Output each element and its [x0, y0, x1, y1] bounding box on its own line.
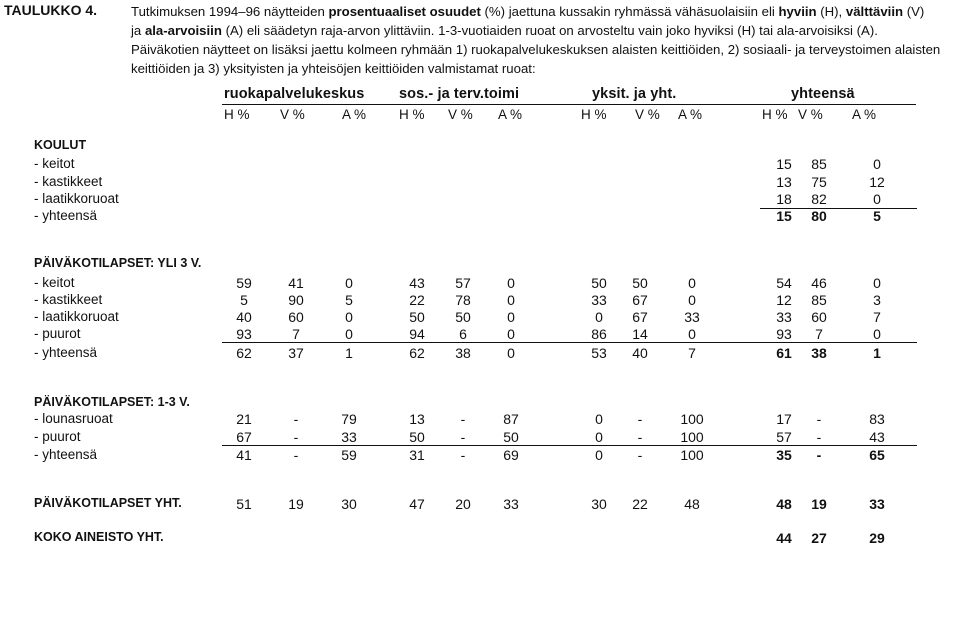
table-cell: 0	[595, 447, 603, 463]
table-cell: 13	[409, 411, 425, 427]
table-cell: -	[460, 447, 466, 463]
table-cell: 0	[345, 309, 353, 325]
table-cell: 93	[236, 326, 252, 342]
table-cell: 0	[507, 309, 515, 325]
group-header-yksit-yht: yksit. ja yht.	[592, 86, 677, 102]
summary-title: PÄIVÄKOTILAPSET YHT.	[34, 496, 182, 510]
table-cell: 57	[776, 429, 792, 445]
table-cell: 50	[632, 275, 648, 291]
table-cell: 67	[236, 429, 252, 445]
row-label: - yhteensä	[34, 208, 98, 223]
table-cell: 38	[455, 345, 471, 361]
table-cell: 12	[869, 174, 885, 190]
table-cell: 75	[811, 174, 827, 190]
table-cell: 43	[409, 275, 425, 291]
table-cell: 80	[811, 208, 827, 224]
caption-line-2: ja ala-arvoisiin (A) eli säädetyn raja-arvon ylittäviin. 1-3-vuotiaiden ruoat on arvosteltu vain joko hyviksi (H) tai ala-arvoisiksi (A).	[131, 23, 878, 38]
table-cell: 50	[409, 429, 425, 445]
row-label: - yhteensä	[34, 345, 98, 360]
table-cell: 33	[503, 496, 519, 512]
table-cell: 7	[873, 309, 881, 325]
table-cell: 12	[776, 292, 792, 308]
subheader-cell: A %	[342, 107, 367, 122]
table-cell: -	[816, 447, 822, 463]
table-cell: -	[293, 447, 299, 463]
row-label: - keitot	[34, 275, 75, 290]
table-cell: 0	[345, 326, 353, 342]
group-header-yhteensa: yhteensä	[791, 86, 855, 102]
table-cell: 31	[409, 447, 425, 463]
table-cell: 5	[873, 208, 881, 224]
table-cell: 15	[776, 156, 792, 172]
table-cell: 0	[873, 156, 881, 172]
table-cell: -	[460, 411, 466, 427]
section-title: PÄIVÄKOTILAPSET: 1-3 V.	[34, 395, 190, 409]
subheader-cell: V %	[280, 107, 305, 122]
subheader-cell: H %	[399, 107, 425, 122]
table-cell: 0	[507, 292, 515, 308]
table-cell: 40	[632, 345, 648, 361]
table-cell: 41	[288, 275, 304, 291]
row-label: - lounasruoat	[34, 411, 113, 426]
table-cell: 100	[680, 411, 704, 427]
table-cell: 0	[688, 275, 696, 291]
table-cell: 48	[776, 496, 792, 512]
table-cell: 13	[776, 174, 792, 190]
row-label: - kastikkeet	[34, 174, 103, 189]
table-cell: 33	[341, 429, 357, 445]
table-cell: 100	[680, 447, 704, 463]
table-cell: 50	[591, 275, 607, 291]
table-cell: 69	[503, 447, 519, 463]
table-cell: 0	[595, 411, 603, 427]
table-cell: 59	[341, 447, 357, 463]
table-cell: 86	[591, 326, 607, 342]
table-cell: 100	[680, 429, 704, 445]
table-cell: 40	[236, 309, 252, 325]
table-cell: 0	[345, 275, 353, 291]
total-rule	[222, 342, 917, 343]
table-cell: 0	[873, 326, 881, 342]
subheader-cell: H %	[224, 107, 250, 122]
table-cell: 0	[507, 345, 515, 361]
table-cell: 27	[811, 530, 827, 546]
subheader-cell: V %	[798, 107, 823, 122]
table-cell: 30	[341, 496, 357, 512]
table-cell: 0	[688, 292, 696, 308]
table-cell: 33	[684, 309, 700, 325]
table-cell: 22	[409, 292, 425, 308]
subheader-cell: V %	[448, 107, 473, 122]
table-cell: 50	[409, 309, 425, 325]
table-cell: 85	[811, 156, 827, 172]
table-cell: -	[637, 429, 643, 445]
table-cell: 35	[776, 447, 792, 463]
table-cell: 5	[345, 292, 353, 308]
subheader-cell: A %	[852, 107, 877, 122]
summary-title: KOKO AINEISTO YHT.	[34, 530, 164, 544]
table-cell: -	[816, 411, 822, 427]
table-cell: 53	[591, 345, 607, 361]
table-caption	[131, 2, 957, 78]
table-cell: 33	[591, 292, 607, 308]
table-cell: 43	[869, 429, 885, 445]
table-cell: -	[637, 447, 643, 463]
table-cell: -	[293, 429, 299, 445]
table-cell: 60	[288, 309, 304, 325]
table-cell: 50	[455, 309, 471, 325]
table-cell: 21	[236, 411, 252, 427]
table-cell: 61	[776, 345, 792, 361]
table-cell: 3	[873, 292, 881, 308]
table-cell: 67	[632, 309, 648, 325]
subheader-cell: V %	[635, 107, 660, 122]
section-title: KOULUT	[34, 138, 87, 152]
row-label: - keitot	[34, 156, 75, 171]
table-cell: 37	[288, 345, 304, 361]
table-cell: 17	[776, 411, 792, 427]
caption-line-3: Päiväkotien näytteet on lisäksi jaettu kolmeen ryhmään 1) ruokapalvelukeskuksen alaisten keittiöiden, 2) sosiaali- ja terveystoimen alaisten keittiöiden ja 3) yksityisten ja yhteisöjen keittiöiden valmistamat ruoat:	[131, 42, 941, 76]
subheader-cell: H %	[581, 107, 607, 122]
table-cell: 1	[345, 345, 353, 361]
table-cell: 65	[869, 447, 885, 463]
row-label: - puurot	[34, 429, 81, 444]
table-cell: 54	[776, 275, 792, 291]
table-cell: 83	[869, 411, 885, 427]
table-cell: 0	[873, 275, 881, 291]
table-cell: 29	[869, 530, 885, 546]
table-cell: 50	[503, 429, 519, 445]
row-label: - kastikkeet	[34, 292, 103, 307]
subheader-cell: A %	[498, 107, 523, 122]
table-cell: -	[460, 429, 466, 445]
total-rule	[760, 208, 917, 209]
table-cell: 46	[811, 275, 827, 291]
table-cell: 0	[688, 326, 696, 342]
table-cell: 0	[507, 326, 515, 342]
section-title: PÄIVÄKOTILAPSET: YLI 3 V.	[34, 256, 202, 270]
table-cell: 33	[869, 496, 885, 512]
table-cell: 30	[591, 496, 607, 512]
table-cell: 38	[811, 345, 827, 361]
table-number: TAULUKKO 4.	[4, 2, 98, 18]
table-cell: 94	[409, 326, 425, 342]
table-cell: 7	[292, 326, 300, 342]
table-cell: 6	[459, 326, 467, 342]
subheader-cell: A %	[678, 107, 703, 122]
table-cell: 15	[776, 208, 792, 224]
row-label: - laatikkoruoat	[34, 191, 119, 206]
group-header-sos-terv: sos.- ja terv.toimi	[399, 86, 520, 102]
table-cell: 90	[288, 292, 304, 308]
table-cell: 19	[288, 496, 304, 512]
table-cell: 22	[632, 496, 648, 512]
table-cell: 87	[503, 411, 519, 427]
table-cell: 59	[236, 275, 252, 291]
table-cell: 0	[507, 275, 515, 291]
table-cell: 5	[240, 292, 248, 308]
table-cell: 0	[595, 309, 603, 325]
total-rule	[222, 445, 917, 446]
table-cell: 44	[776, 530, 792, 546]
table-cell: 1	[873, 345, 881, 361]
table-cell: -	[637, 411, 643, 427]
table-cell: 18	[776, 191, 792, 207]
table-cell: -	[816, 429, 822, 445]
table-cell: 67	[632, 292, 648, 308]
table-cell: 0	[873, 191, 881, 207]
table-cell: 51	[236, 496, 252, 512]
table-cell: 48	[684, 496, 700, 512]
row-label: - puurot	[34, 326, 81, 341]
table-cell: 57	[455, 275, 471, 291]
table-cell: 19	[811, 496, 827, 512]
table-cell: 79	[341, 411, 357, 427]
table-cell: 62	[409, 345, 425, 361]
table-cell: 33	[776, 309, 792, 325]
table-cell: 20	[455, 496, 471, 512]
table-cell: 82	[811, 191, 827, 207]
table-cell: 62	[236, 345, 252, 361]
subheader-cell: H %	[762, 107, 788, 122]
table-cell: 60	[811, 309, 827, 325]
caption-line-1: Tutkimuksen 1994–96 näytteiden prosentuaaliset osuudet (%) jaettuna kussakin ryhmässä vähäsuolaisiin eli hyviin (H), välttäviin (V)	[131, 4, 925, 19]
table-cell: 41	[236, 447, 252, 463]
table-cell: -	[293, 411, 299, 427]
header-rule	[222, 104, 916, 105]
table-cell: 0	[595, 429, 603, 445]
table-cell: 7	[815, 326, 823, 342]
table-cell: 78	[455, 292, 471, 308]
group-header-ruokapalvelukeskus: ruokapalvelukeskus	[224, 86, 365, 102]
row-label: - laatikkoruoat	[34, 309, 119, 324]
table-cell: 14	[632, 326, 648, 342]
row-label: - yhteensä	[34, 447, 98, 462]
table-cell: 7	[688, 345, 696, 361]
table-cell: 93	[776, 326, 792, 342]
table-cell: 47	[409, 496, 425, 512]
table-cell: 85	[811, 292, 827, 308]
